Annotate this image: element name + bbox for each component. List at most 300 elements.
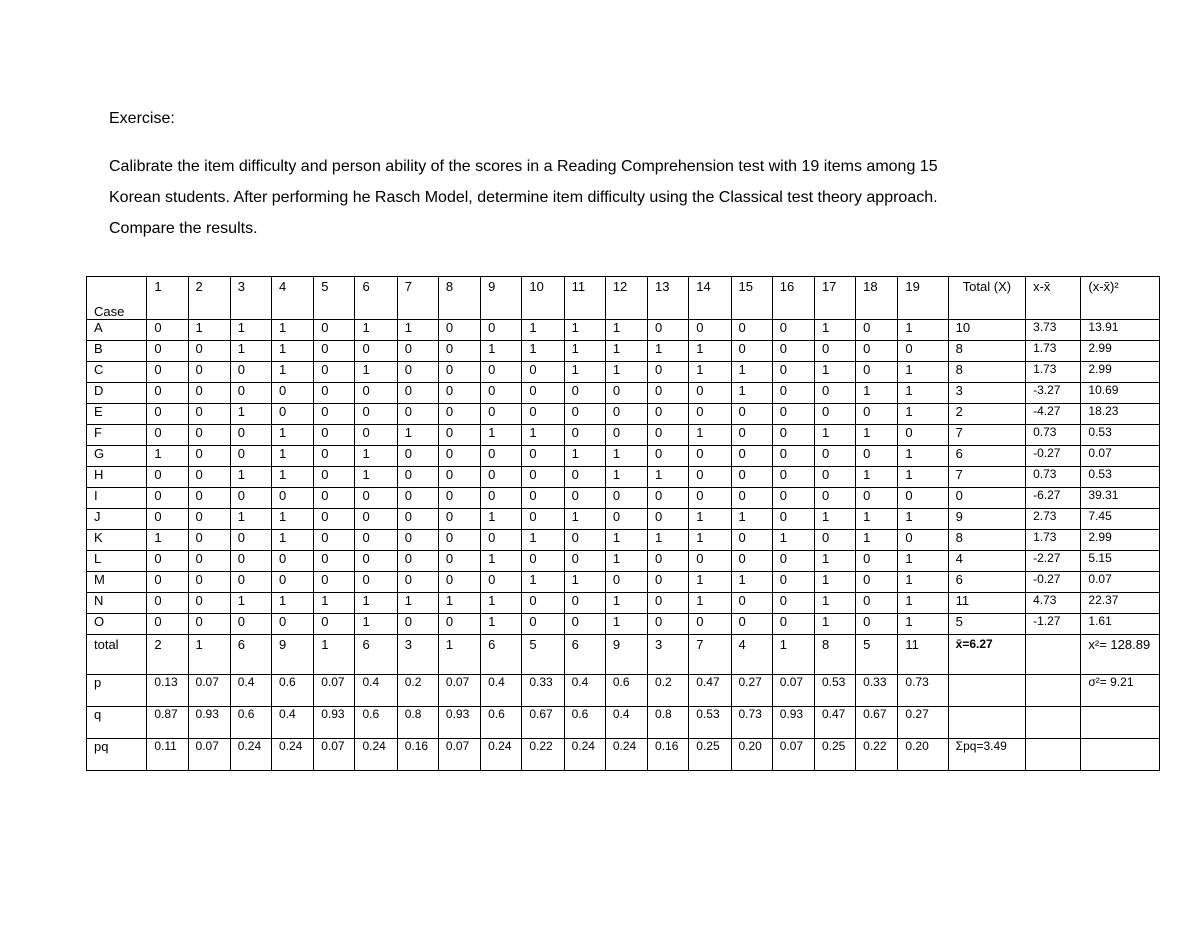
score-cell: 0 [188,530,230,551]
score-cell: 1 [856,383,898,404]
score-cell: 1 [481,593,522,614]
score-cell: 0 [772,404,814,425]
score-cell: 0 [772,488,814,509]
score-cell: 0 [564,467,605,488]
item-header: 11 [564,277,605,320]
score-cell: 0 [522,362,564,383]
score-cell: 1 [814,593,855,614]
total-cell: 9 [948,509,1025,530]
deviation-squared-cell: 0.53 [1081,425,1160,446]
score-cell: 0 [397,383,438,404]
item-header: 1 [147,277,188,320]
score-cell: 0 [772,509,814,530]
deviation-squared-cell: 2.99 [1081,362,1160,383]
pq-sum-cell: Σpq=3.49 [948,739,1025,771]
q-cell: 0.67 [856,707,898,739]
score-cell: 1 [355,593,397,614]
score-cell: 0 [814,404,855,425]
score-cell: 0 [522,383,564,404]
score-cell: 1 [689,572,731,593]
totals-cell: 6 [355,635,397,675]
score-cell: 0 [772,572,814,593]
table-row [87,509,1160,530]
score-cell: 0 [230,572,271,593]
score-cell: 0 [230,383,271,404]
item-header: 16 [772,277,814,320]
score-cell: 0 [230,362,271,383]
table-row [87,467,1160,488]
score-cell: 0 [147,467,188,488]
score-cell: 0 [397,341,438,362]
p-cell: 0.4 [355,675,397,707]
deviation-cell: 1.73 [1026,362,1081,383]
score-cell: 0 [772,593,814,614]
totals-cell: 4 [731,635,772,675]
score-cell: 0 [188,383,230,404]
score-cell: 1 [814,362,855,383]
table-row [87,404,1160,425]
q-cell: 0.87 [147,707,188,739]
table-row [87,530,1160,551]
score-cell: 0 [522,404,564,425]
score-cell: 1 [272,341,314,362]
pq-cell: 0.24 [230,739,271,771]
score-cell: 1 [272,362,314,383]
pq-cell: 0.16 [397,739,438,771]
score-cell: 1 [648,467,689,488]
score-cell: 0 [438,509,480,530]
score-cell: 0 [355,404,397,425]
score-cell: 0 [564,530,605,551]
score-cell: 0 [772,614,814,635]
item-header: 7 [397,277,438,320]
score-cell: 0 [522,488,564,509]
deviation-cell: 2.73 [1026,509,1081,530]
score-cell: 0 [147,572,188,593]
score-cell: 0 [272,383,314,404]
score-cell: 0 [898,530,948,551]
score-cell: 0 [314,509,355,530]
score-cell: 1 [898,362,948,383]
score-cell: 1 [814,551,855,572]
p-cell: 0.4 [564,675,605,707]
score-cell: 0 [564,488,605,509]
mean-cell: x̄=6.27 [948,635,1025,675]
score-cell: 0 [438,425,480,446]
p-cell: 0.33 [856,675,898,707]
p-cell: 0.2 [648,675,689,707]
score-cell: 0 [648,572,689,593]
score-cell: 0 [814,383,855,404]
score-cell: 0 [438,614,480,635]
table-row [87,488,1160,509]
score-cell: 0 [648,446,689,467]
score-cell: 0 [314,446,355,467]
pq-cell: 0.07 [438,739,480,771]
p-cell: 0.6 [605,675,647,707]
table-row [87,446,1160,467]
score-cell: 0 [188,362,230,383]
score-cell: 0 [731,446,772,467]
score-cell: 0 [856,404,898,425]
deviation-cell: 3.73 [1026,320,1081,341]
deviation-cell: -2.27 [1026,551,1081,572]
deviation-squared-cell: 1.61 [1081,614,1160,635]
variance-cell: σ²= 9.21 [1081,675,1160,707]
score-cell: 1 [230,509,271,530]
total-cell: 0 [948,488,1025,509]
score-cell: 1 [814,614,855,635]
q-label: q [87,707,147,739]
item-header: 5 [314,277,355,320]
score-cell: 0 [481,383,522,404]
score-cell: 0 [772,362,814,383]
score-cell: 1 [272,593,314,614]
score-cell: 1 [731,362,772,383]
score-cell: 0 [188,551,230,572]
score-cell: 0 [314,320,355,341]
score-cell: 1 [898,572,948,593]
score-cell: 0 [605,404,647,425]
q-cell: 0.73 [731,707,772,739]
score-cell: 0 [355,530,397,551]
deviation-cell: 4.73 [1026,593,1081,614]
score-cell: 0 [314,362,355,383]
score-cell: 0 [188,425,230,446]
score-cell: 1 [230,404,271,425]
score-cell: 0 [438,551,480,572]
score-cell: 0 [230,446,271,467]
score-cell: 0 [856,593,898,614]
q-cell: 0.93 [314,707,355,739]
deviation-squared-cell: 13.91 [1081,320,1160,341]
score-cell: 0 [230,425,271,446]
score-cell: 1 [355,446,397,467]
score-cell: 0 [147,551,188,572]
score-cell: 1 [355,362,397,383]
score-cell: 0 [898,488,948,509]
deviation-cell: -0.27 [1026,446,1081,467]
score-cell: 1 [397,593,438,614]
case-label: H [87,467,147,488]
score-cell: 1 [605,341,647,362]
total-cell: 8 [948,341,1025,362]
q-cell: 0.8 [397,707,438,739]
score-cell: 1 [230,341,271,362]
totals-cell: 9 [605,635,647,675]
score-cell: 0 [481,320,522,341]
score-cell: 0 [147,593,188,614]
score-cell: 0 [188,341,230,362]
p-cell: 0.27 [731,675,772,707]
deviation-header: x-x̄ [1026,277,1081,320]
score-cell: 0 [438,530,480,551]
item-header: 9 [481,277,522,320]
total-cell: 7 [948,425,1025,446]
deviation-cell: -0.27 [1026,572,1081,593]
score-cell: 1 [230,593,271,614]
score-cell: 0 [272,404,314,425]
score-cell: 0 [481,488,522,509]
score-cell: 1 [397,425,438,446]
total-cell: 6 [948,446,1025,467]
deviation-squared-cell: 2.99 [1081,341,1160,362]
score-cell: 1 [522,572,564,593]
score-cell: 1 [564,446,605,467]
score-cell: 0 [564,404,605,425]
score-cell: 1 [272,425,314,446]
pq-cell: 0.22 [856,739,898,771]
case-label: D [87,383,147,404]
score-cell: 0 [522,551,564,572]
item-header: 10 [522,277,564,320]
score-cell: 1 [856,467,898,488]
score-cell: 1 [689,530,731,551]
score-cell: 1 [438,593,480,614]
score-cell: 0 [648,509,689,530]
case-label: A [87,320,147,341]
score-cell: 1 [689,593,731,614]
score-cell: 0 [314,551,355,572]
p-cell: 0.53 [814,675,855,707]
score-cell: 1 [648,341,689,362]
deviation-cell: -1.27 [1026,614,1081,635]
score-cell: 0 [397,446,438,467]
q-cell: 0.6 [481,707,522,739]
score-cell: 0 [355,488,397,509]
empty-cell [1026,635,1081,675]
score-cell: 1 [481,341,522,362]
total-cell: 8 [948,362,1025,383]
score-cell: 0 [522,446,564,467]
score-cell: 0 [731,614,772,635]
pq-label: pq [87,739,147,771]
score-cell: 1 [522,320,564,341]
score-cell: 0 [814,488,855,509]
score-cell: 0 [397,572,438,593]
case-label: N [87,593,147,614]
empty-cell [948,675,1025,707]
case-label: L [87,551,147,572]
score-cell: 1 [564,509,605,530]
score-cell: 1 [481,614,522,635]
score-cell: 0 [689,551,731,572]
item-header: 17 [814,277,855,320]
score-cell: 1 [272,467,314,488]
paragraph-line: Calibrate the item difficulty and person ability of the scores in a Reading Comprehension test with 19 items among 15 [109,158,938,175]
totals-label: total [87,635,147,675]
score-cell: 0 [731,425,772,446]
case-label: C [87,362,147,383]
score-cell: 0 [397,509,438,530]
score-cell: 0 [147,383,188,404]
score-cell: 1 [564,572,605,593]
score-cell: 0 [856,362,898,383]
score-cell: 1 [188,320,230,341]
item-header: 15 [731,277,772,320]
score-cell: 0 [438,572,480,593]
score-cell: 1 [230,467,271,488]
score-cell: 1 [772,530,814,551]
pq-cell: 0.16 [648,739,689,771]
case-label: O [87,614,147,635]
score-cell: 0 [564,614,605,635]
p-cell: 0.07 [314,675,355,707]
score-cell: 0 [397,467,438,488]
table-row [87,362,1160,383]
p-cell: 0.07 [772,675,814,707]
score-cell: 0 [564,383,605,404]
table-row [87,383,1160,404]
score-cell: 0 [522,509,564,530]
score-cell: 1 [605,551,647,572]
p-label: p [87,675,147,707]
item-header: 19 [898,277,948,320]
score-cell: 0 [856,320,898,341]
table-body [87,277,1160,771]
score-cell: 0 [438,467,480,488]
score-cell: 0 [689,320,731,341]
pq-cell: 0.11 [147,739,188,771]
score-cell: 1 [272,446,314,467]
score-cell: 1 [731,509,772,530]
score-cell: 0 [522,614,564,635]
score-cell: 1 [147,530,188,551]
score-cell: 0 [397,362,438,383]
deviation-squared-cell: 10.69 [1081,383,1160,404]
score-cell: 0 [481,362,522,383]
score-cell: 0 [731,467,772,488]
totals-cell: 7 [689,635,731,675]
score-cell: 1 [355,467,397,488]
score-cell: 1 [522,530,564,551]
q-cell: 0.4 [272,707,314,739]
score-cell: 1 [355,320,397,341]
deviation-squared-cell: 18.23 [1081,404,1160,425]
p-cell: 0.4 [230,675,271,707]
total-cell: 10 [948,320,1025,341]
score-cell: 1 [230,320,271,341]
instructions-paragraph [109,151,1089,244]
pq-cell: 0.22 [522,739,564,771]
pq-cell: 0.25 [814,739,855,771]
score-cell: 0 [188,404,230,425]
table-row [87,551,1160,572]
score-cell: 0 [397,614,438,635]
score-cell: 0 [648,593,689,614]
empty-cell [1026,675,1081,707]
score-cell: 0 [648,404,689,425]
score-cell: 0 [355,572,397,593]
score-cell: 1 [481,551,522,572]
score-cell: 1 [605,614,647,635]
score-cell: 0 [648,383,689,404]
score-cell: 0 [772,446,814,467]
totals-cell: 9 [272,635,314,675]
score-cell: 0 [272,572,314,593]
score-cell: 0 [147,425,188,446]
score-cell: 1 [856,425,898,446]
score-cell: 0 [605,509,647,530]
score-cell: 0 [314,425,355,446]
totals-cell: 3 [648,635,689,675]
pq-cell: 0.07 [772,739,814,771]
item-header: 2 [188,277,230,320]
score-cell: 1 [898,446,948,467]
item-header: 12 [605,277,647,320]
score-cell: 0 [438,362,480,383]
score-cell: 1 [564,362,605,383]
score-cell: 1 [689,425,731,446]
deviation-squared-cell: 0.07 [1081,446,1160,467]
totals-cell: 5 [856,635,898,675]
score-cell: 0 [772,341,814,362]
score-cell: 0 [438,446,480,467]
empty-cell [1026,739,1081,771]
score-cell: 0 [397,404,438,425]
p-cell: 0.4 [481,675,522,707]
score-cell: 1 [856,509,898,530]
score-cell: 0 [272,614,314,635]
totals-cell: 6 [481,635,522,675]
score-cell: 0 [648,425,689,446]
score-cell: 1 [522,341,564,362]
score-cell: 0 [772,425,814,446]
score-cell: 0 [856,551,898,572]
deviation-squared-header: (x-x̄)² [1081,277,1160,320]
item-header: 13 [648,277,689,320]
score-cell: 1 [689,362,731,383]
p-cell: 0.47 [689,675,731,707]
p-cell: 0.2 [397,675,438,707]
total-cell: 5 [948,614,1025,635]
q-cell: 0.6 [564,707,605,739]
score-cell: 0 [314,488,355,509]
score-cell: 0 [731,341,772,362]
item-header: 14 [689,277,731,320]
table-row [87,593,1160,614]
item-header: 8 [438,277,480,320]
p-cell: 0.33 [522,675,564,707]
table-row [87,320,1160,341]
p-cell: 0.13 [147,675,188,707]
score-cell: 0 [731,488,772,509]
pq-cell: 0.20 [731,739,772,771]
score-cell: 0 [689,446,731,467]
total-cell: 2 [948,404,1025,425]
score-cell: 0 [314,530,355,551]
totals-cell: 8 [814,635,855,675]
header-row [87,277,1160,320]
empty-cell [1081,739,1160,771]
score-cell: 0 [481,404,522,425]
score-cell: 1 [605,530,647,551]
score-cell: 0 [856,572,898,593]
p-row [87,675,1160,707]
total-cell: 11 [948,593,1025,614]
score-cell: 0 [898,425,948,446]
score-cell: 0 [188,572,230,593]
score-cell: 1 [898,383,948,404]
total-header: Total (X) [948,277,1025,320]
score-cell: 0 [772,320,814,341]
total-cell: 6 [948,572,1025,593]
score-cell: 0 [481,572,522,593]
score-cell: 0 [438,488,480,509]
case-label: E [87,404,147,425]
score-cell: 0 [230,614,271,635]
score-cell: 1 [564,320,605,341]
